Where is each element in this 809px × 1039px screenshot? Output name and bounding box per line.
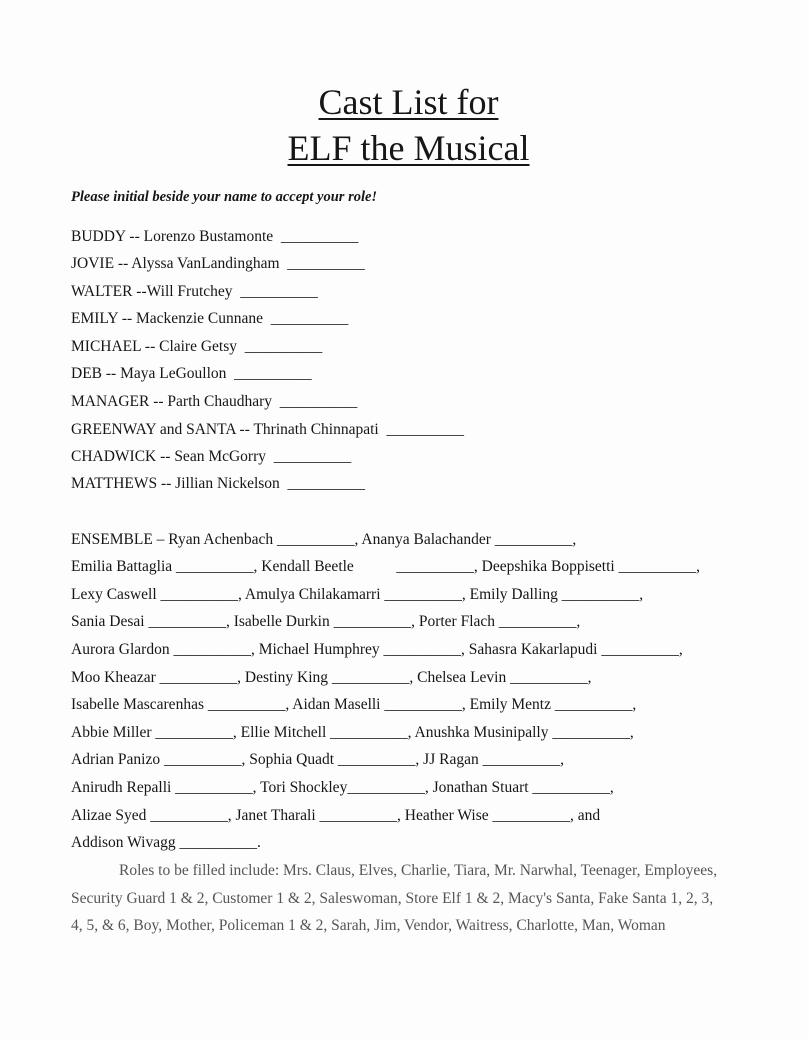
ensemble-line: Adrian Panizo __________, Sophia Quadt __________, JJ Ragan __________,	[71, 751, 564, 768]
role-line: MICHAEL -- Claire Getsy __________	[71, 338, 323, 355]
role-line: WALTER --Will Frutchey __________	[71, 283, 318, 300]
role-line: GREENWAY and SANTA -- Thrinath Chinnapati __________	[71, 421, 464, 438]
title-line-2: ELF the Musical	[287, 128, 530, 168]
roles-note-line: Roles to be filled include: Mrs. Claus, Elves, Charlie, Tiara, Mr. Narwhal, Teenager, Employees,	[119, 862, 718, 879]
instruction-text: Please initial beside your name to accept your role!	[71, 189, 378, 205]
ensemble-line: Alizae Syed __________, Janet Tharali __________, Heather Wise __________, and	[71, 807, 601, 824]
ensemble-line: Addison Wivagg __________.	[71, 834, 261, 851]
ensemble-line: ENSEMBLE – Ryan Achenbach __________, Ananya Balachander __________,	[71, 531, 577, 548]
roles-note-line: 4, 5, & 6, Boy, Mother, Policeman 1 & 2, Sarah, Jim, Vendor, Waitress, Charlotte, Man, Woman	[71, 917, 666, 934]
role-line: DEB -- Maya LeGoullon __________	[71, 365, 312, 382]
ensemble-line: Moo Kheazar __________, Destiny King __________, Chelsea Levin __________,	[71, 669, 592, 686]
role-line: JOVIE -- Alyssa VanLandingham __________	[71, 255, 365, 272]
ensemble-line: Sania Desai __________, Isabelle Durkin __________, Porter Flach __________,	[71, 613, 581, 630]
roles-note-line: Security Guard 1 & 2, Customer 1 & 2, Saleswoman, Store Elf 1 & 2, Macy's Santa, Fake Santa 1, 2, 3,	[71, 890, 714, 907]
role-line: CHADWICK -- Sean McGorry __________	[71, 448, 352, 465]
title-line-1: Cast List for	[318, 82, 499, 122]
ensemble-line: Isabelle Mascarenhas __________, Aidan Maselli __________, Emily Mentz __________,	[71, 696, 637, 713]
role-line: BUDDY -- Lorenzo Bustamonte __________	[71, 228, 359, 245]
ensemble-line: Abbie Miller __________, Ellie Mitchell __________, Anushka Musinipally __________,	[71, 724, 634, 741]
role-line: MANAGER -- Parth Chaudhary __________	[71, 393, 358, 410]
role-line: MATTHEWS -- Jillian Nickelson __________	[71, 475, 366, 492]
role-line: EMILY -- Mackenzie Cunnane __________	[71, 310, 349, 327]
ensemble-line: Lexy Caswell __________, Amulya Chilakamarri __________, Emily Dalling __________,	[71, 586, 644, 603]
ensemble-line: Aurora Glardon __________, Michael Humphrey __________, Sahasra Kakarlapudi __________,	[71, 641, 683, 658]
ensemble-line: Emilia Battaglia __________, Kendall Beetle __________, Deepshika Boppisetti __________,	[71, 558, 700, 575]
ensemble-line: Anirudh Repalli __________, Tori Shockley__________, Jonathan Stuart __________,	[71, 779, 614, 796]
